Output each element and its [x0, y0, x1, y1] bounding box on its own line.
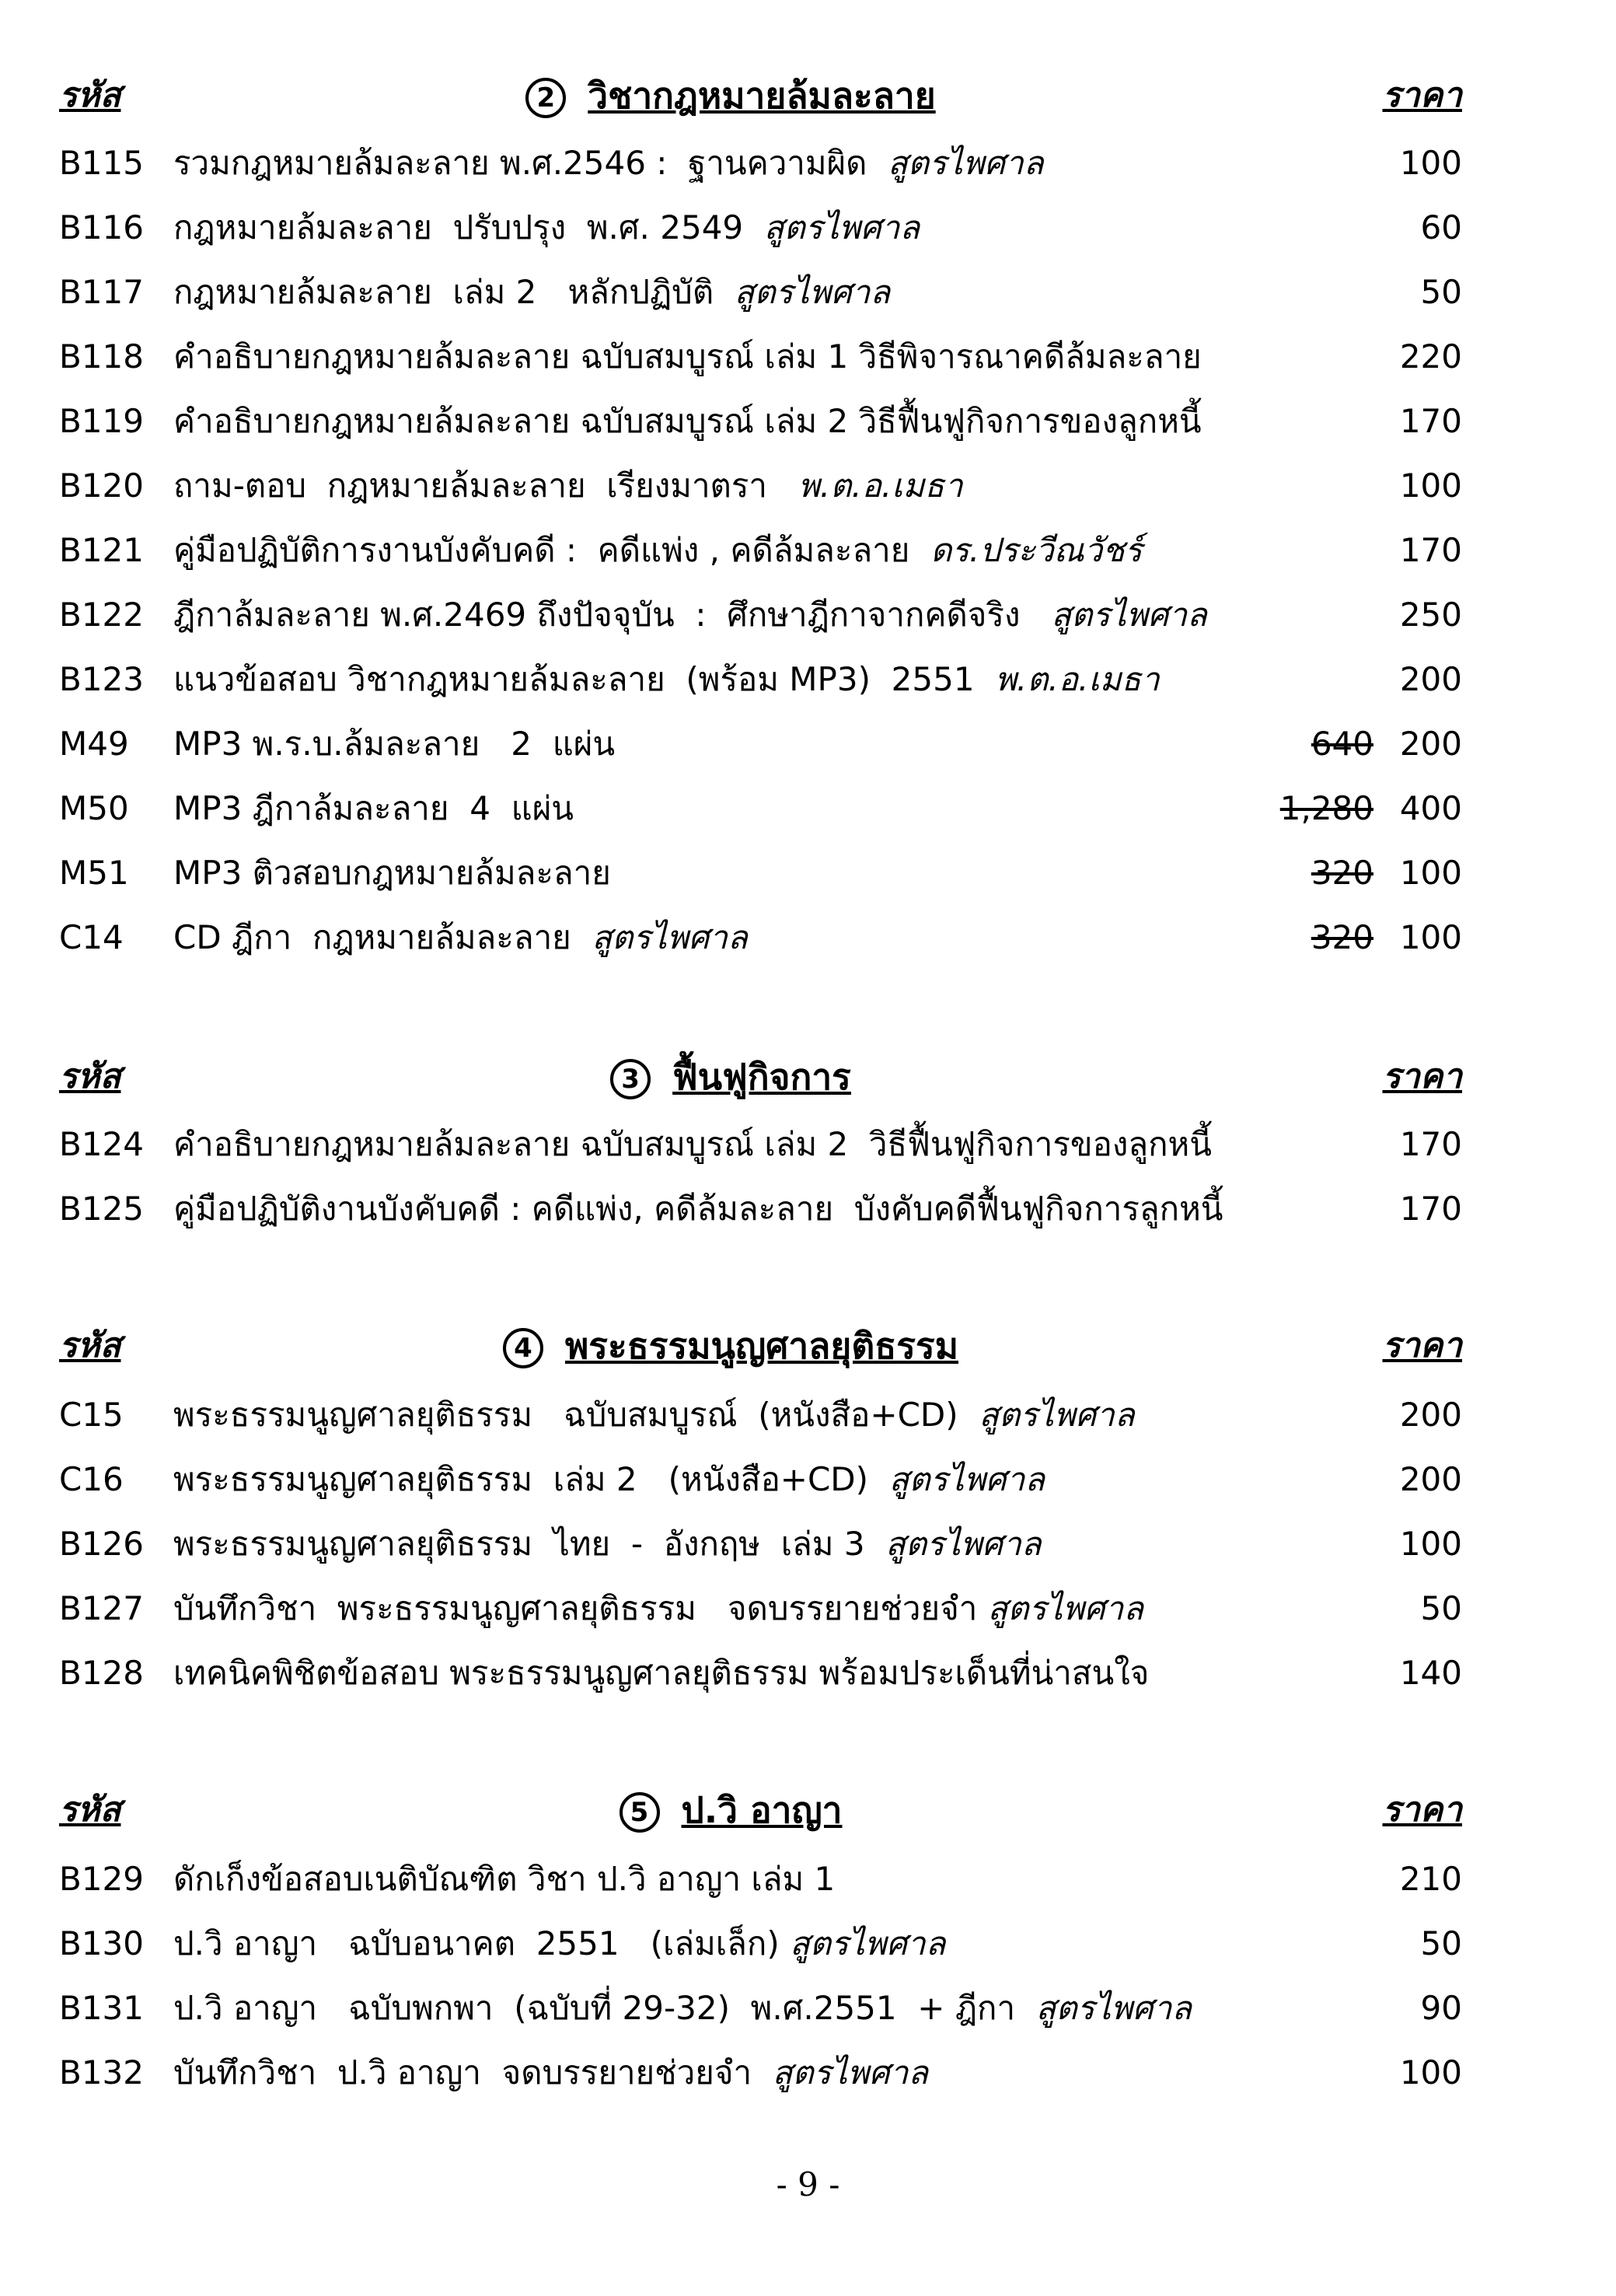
item-price: 100 [1399, 918, 1462, 956]
item-description: แนวข้อสอบ วิชากฎหมายล้มละลาย (พร้อม MP3) 2551 พ.ต.อ.เมธา [173, 660, 1160, 698]
item-code: B129 [59, 1860, 144, 1898]
table-row [0, 1517, 1616, 1571]
item-description: คำอธิบายกฎหมายล้มละลาย ฉบับสมบูรณ์ เล่ม 2 วิธีฟื้นฟูกิจการของลูกหนี้ [173, 1125, 1212, 1163]
section-header-4 [0, 1319, 1616, 1373]
section-header-2 [0, 68, 1616, 123]
item-author: สูตรไพศาล [734, 273, 891, 311]
item-description: MP3 ฎีกาล้มละลาย 4 แผ่น [173, 789, 574, 827]
table-row [0, 459, 1616, 513]
item-author: สูตรไพศาล [1035, 1989, 1192, 2027]
item-description: คู่มือปฏิบัติการงานบังคับคดี : คดีแพ่ง , คดีล้มละลาย ดร.ประวีณวัชร์ [173, 531, 1143, 569]
code-column-header: รหัส [59, 1057, 121, 1096]
item-price: 400 [1399, 789, 1462, 827]
item-description: ถาม-ตอบ กฎหมายล้มละลาย เรียงมาตรา พ.ต.อ.เมธา [173, 467, 963, 505]
table-row [0, 1646, 1616, 1700]
table-row [0, 201, 1616, 255]
item-code: B121 [59, 531, 144, 569]
table-row [0, 588, 1616, 642]
section-header-3 [0, 1050, 1616, 1104]
item-code: M49 [59, 725, 129, 763]
item-code: B124 [59, 1125, 144, 1163]
item-author: สูตรไพศาล [592, 918, 748, 956]
page-number: - 9 - [776, 2165, 840, 2203]
table-row [0, 717, 1616, 771]
old-price: 1,280 [1279, 789, 1373, 827]
item-author: สูตรไพศาล [790, 1924, 946, 1962]
circled-number-icon: 2 [525, 78, 566, 118]
item-price: 50 [1420, 1924, 1462, 1962]
item-description: พระธรรมนูญศาลยุติธรรม เล่ม 2 (หนังสือ+CD) สูตรไพศาล [173, 1460, 1045, 1498]
item-price: 200 [1399, 1460, 1462, 1498]
table-row [0, 1182, 1616, 1236]
item-code: B116 [59, 208, 144, 246]
section-title: 2 วิชากฎหมายล้มละลาย [0, 68, 1259, 123]
item-code: C14 [59, 918, 124, 956]
item-price: 90 [1420, 1989, 1462, 2027]
item-description: กฎหมายล้มละลาย เล่ม 2 หลักปฏิบัติ สูตรไพศาล [173, 273, 891, 311]
table-row [0, 2046, 1616, 2100]
item-code: B123 [59, 660, 144, 698]
item-description: ป.วิ อาญา ฉบับพกพา (ฉบับที่ 29-32) พ.ศ.2551 + ฎีกา สูตรไพศาล [173, 1989, 1192, 2027]
table-row [0, 330, 1616, 384]
item-price: 140 [1399, 1654, 1462, 1692]
table-row [0, 910, 1616, 965]
table-row [0, 1452, 1616, 1507]
item-author: ดร.ประวีณวัชร์ [930, 531, 1143, 569]
section-header-5 [0, 1783, 1616, 1837]
table-row [0, 1852, 1616, 1906]
table-row [0, 523, 1616, 578]
table-row [0, 652, 1616, 707]
item-author: สูตรไพศาล [885, 1525, 1042, 1563]
code-column-header: รหัส [59, 1326, 121, 1365]
item-code: B126 [59, 1525, 144, 1563]
item-code: B125 [59, 1190, 144, 1228]
section-title: 5 ป.วิ อาญา [0, 1783, 1259, 1837]
table-row [0, 1117, 1616, 1172]
item-code: B118 [59, 337, 144, 376]
circled-number-icon: 5 [620, 1792, 660, 1833]
table-row [0, 846, 1616, 900]
item-code: B115 [59, 144, 144, 182]
item-code: M51 [59, 854, 129, 892]
item-author: สูตรไพศาล [763, 208, 920, 246]
item-code: B131 [59, 1989, 144, 2027]
item-code: B122 [59, 596, 144, 634]
item-price: 170 [1399, 1190, 1462, 1228]
item-price: 200 [1399, 1396, 1462, 1434]
table-row [0, 394, 1616, 449]
item-code: C15 [59, 1396, 124, 1434]
item-description: คำอธิบายกฎหมายล้มละลาย ฉบับสมบูรณ์ เล่ม 2 วิธีฟื้นฟูกิจการของลูกหนี้ [173, 402, 1202, 440]
item-description: กฎหมายล้มละลาย ปรับปรุง พ.ศ. 2549 สูตรไพศาล [173, 208, 920, 246]
price-column-header: ราคา [1382, 1057, 1462, 1096]
item-description: พระธรรมนูญศาลยุติธรรม ไทย - อังกฤษ เล่ม 3 สูตรไพศาล [173, 1525, 1042, 1563]
item-code: B132 [59, 2053, 144, 2092]
price-column-header: ราคา [1382, 1326, 1462, 1365]
item-code: C16 [59, 1460, 124, 1498]
item-price: 60 [1420, 208, 1462, 246]
item-price: 200 [1399, 660, 1462, 698]
price-column-header: ราคา [1382, 1790, 1462, 1829]
item-description: ดักเก็งข้อสอบเนติบัณฑิต วิชา ป.วิ อาญา เล่ม 1 [173, 1860, 836, 1898]
item-price: 100 [1399, 854, 1462, 892]
item-author: สูตรไพศาล [772, 2053, 929, 2092]
item-description: พระธรรมนูญศาลยุติธรรม ฉบับสมบูรณ์ (หนังสือ+CD) สูตรไพศาล [173, 1396, 1135, 1434]
circled-number-icon: 3 [610, 1059, 651, 1099]
item-description: บันทึกวิชา ป.วิ อาญา จดบรรยายช่วยจำ สูตรไพศาล [173, 2053, 929, 2092]
item-author: สูตรไพศาล [888, 144, 1044, 182]
item-price: 50 [1420, 1589, 1462, 1627]
item-author: สูตรไพศาล [979, 1396, 1135, 1434]
table-row [0, 136, 1616, 190]
section-title: 3 ฟื้นฟูกิจการ [0, 1050, 1259, 1104]
item-price: 170 [1399, 402, 1462, 440]
item-description: รวมกฎหมายล้มละลาย พ.ศ.2546 : ฐานความผิด สูตรไพศาล [173, 144, 1044, 182]
item-description: เทคนิคพิชิตข้อสอบ พระธรรมนูญศาลยุติธรรม พร้อมประเด็นที่น่าสนใจ [173, 1654, 1150, 1692]
item-price: 50 [1420, 273, 1462, 311]
item-description: ฎีกาล้มละลาย พ.ศ.2469 ถึงปัจจุบัน : ศึกษาฎีกาจากคดีจริง สูตรไพศาล [173, 596, 1207, 634]
item-author: สูตรไพศาล [888, 1460, 1045, 1498]
code-column-header: รหัส [59, 75, 121, 115]
item-description: MP3 ติวสอบกฎหมายล้มละลาย [173, 854, 611, 892]
item-price: 220 [1399, 337, 1462, 376]
item-author: สูตรไพศาล [987, 1589, 1143, 1627]
item-code: B130 [59, 1924, 144, 1962]
circled-number-icon: 4 [503, 1328, 543, 1368]
item-price: 210 [1399, 1860, 1462, 1898]
table-row [0, 781, 1616, 836]
item-code: B128 [59, 1654, 144, 1692]
item-price: 100 [1399, 144, 1462, 182]
item-description: MP3 พ.ร.บ.ล้มละลาย 2 แผ่น [173, 725, 616, 763]
table-row [0, 1917, 1616, 1971]
item-author: สูตรไพศาล [1051, 596, 1207, 634]
table-row [0, 1581, 1616, 1636]
item-price: 100 [1399, 1525, 1462, 1563]
item-author: พ.ต.อ.เมธา [798, 467, 963, 505]
item-code: B127 [59, 1589, 144, 1627]
item-code: B117 [59, 273, 144, 311]
section-title: 4 พระธรรมนูญศาลยุติธรรม [0, 1319, 1259, 1373]
item-code: M50 [59, 789, 129, 827]
item-price: 170 [1399, 531, 1462, 569]
item-price: 200 [1399, 725, 1462, 763]
item-description: CD ฎีกา กฎหมายล้มละลาย สูตรไพศาล [173, 918, 748, 956]
item-price: 250 [1399, 596, 1462, 634]
old-price: 320 [1311, 854, 1373, 892]
item-description: ป.วิ อาญา ฉบับอนาคต 2551 (เล่มเล็ก) สูตรไพศาล [173, 1924, 946, 1962]
old-price: 320 [1311, 918, 1373, 956]
table-row [0, 1981, 1616, 2036]
item-description: คู่มือปฏิบัติงานบังคับคดี : คดีแพ่ง, คดีล้มละลาย บังคับคดีฟื้นฟูกิจการลูกหนี้ [173, 1190, 1223, 1228]
item-price: 100 [1399, 2053, 1462, 2092]
item-price: 170 [1399, 1125, 1462, 1163]
item-code: B120 [59, 467, 144, 505]
item-description: บันทึกวิชา พระธรรมนูญศาลยุติธรรม จดบรรยายช่วยจำ สูตรไพศาล [173, 1589, 1143, 1627]
item-author: พ.ต.อ.เมธา [995, 660, 1160, 698]
item-price: 100 [1399, 467, 1462, 505]
table-row [0, 265, 1616, 320]
code-column-header: รหัส [59, 1790, 121, 1829]
old-price: 640 [1311, 725, 1373, 763]
price-column-header: ราคา [1382, 75, 1462, 115]
item-code: B119 [59, 402, 144, 440]
table-row [0, 1388, 1616, 1442]
item-description: คำอธิบายกฎหมายล้มละลาย ฉบับสมบูรณ์ เล่ม 1 วิธีพิจารณาคดีล้มละลาย [173, 337, 1202, 376]
